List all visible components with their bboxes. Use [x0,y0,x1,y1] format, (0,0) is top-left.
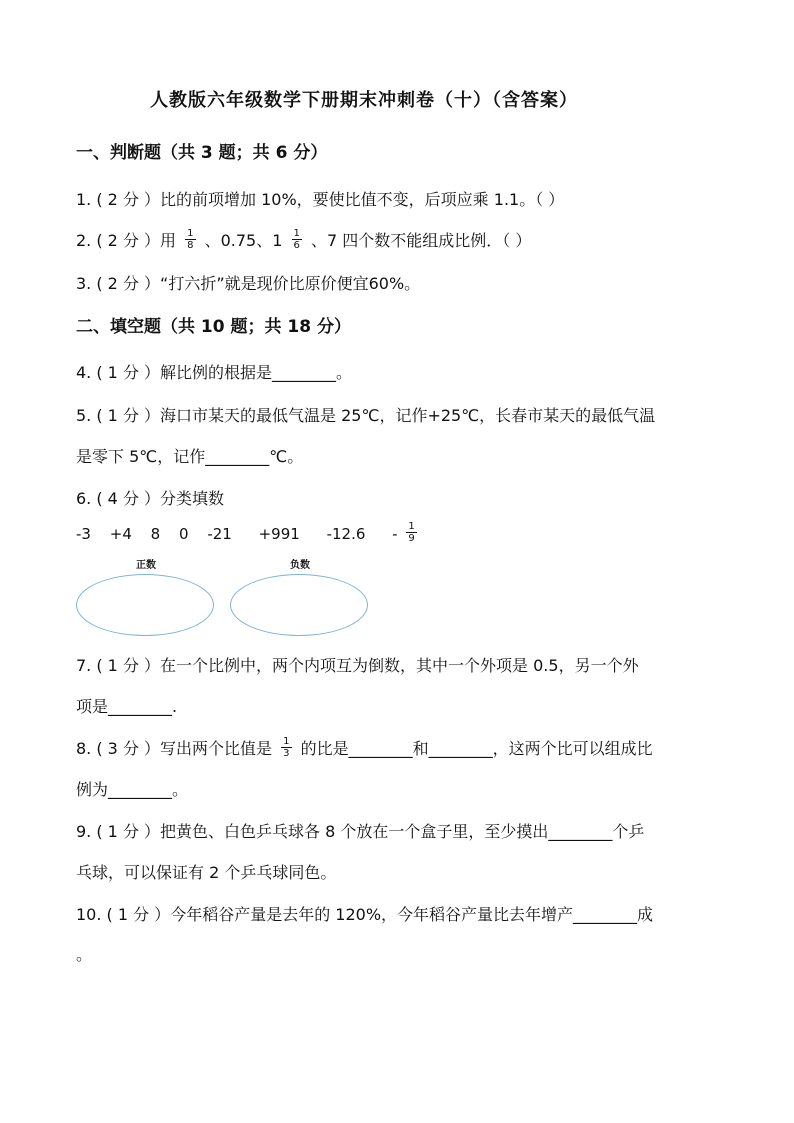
number-item: +4 [109,525,132,543]
negative-set-ellipse [230,574,368,636]
number-item: -3 [76,525,91,543]
question-2 [76,228,531,253]
question-8-suffix: 的比是________和________，这两个比可以组成比 [300,739,653,758]
positive-set-ellipse [76,574,214,636]
fraction-one-sixth [292,228,302,251]
fraction-numerator: 1 [187,228,194,239]
question-10-line-1: 10. ( 1 分 ）今年稻谷产量是去年的 120%，今年稻谷产量比去年增产________成 [76,905,654,924]
fraction-denominator: 8 [187,240,194,251]
positive-set-label: 正数 [136,560,156,571]
fraction-numerator: 1 [293,228,300,239]
question-7-line-1: 7. ( 1 分 ）在一个比例中，两个内项互为倒数，其中一个外项是 0.5，另一个外 [76,656,639,675]
question-2-prefix: 2. ( 2 分 ）用 [76,231,177,250]
question-9-line-1: 9. ( 1 分 ）把黄色、白色乒乓球各 8 个放在一个盒子里，至少摸出________个乒 [76,822,645,841]
question-2-suffix: 、7 四个数不能组成比例．（ ） [310,231,532,250]
question-7-line-2: 项是________. [76,697,178,716]
question-4: 4. ( 1 分 ）解比例的根据是________。 [76,363,353,382]
number-item: +991 [258,525,300,543]
section-heading-fill-in: 二、填空题（共 10 题；共 18 分） [76,317,351,337]
fraction-denominator: 6 [293,240,300,251]
number-list [76,523,421,546]
fraction-one-third [281,736,291,759]
question-8-line-1 [76,736,653,761]
number-item: -12.6 [326,525,366,543]
fraction-denominator: 3 [283,748,290,759]
number-item: 8 [150,525,161,543]
question-5-line-1: 5. ( 1 分 ）海口市某天的最低气温是 25℃，记作+25℃，长春市某天的最低气温 [76,406,656,425]
negative-set-label: 负数 [290,560,310,571]
question-6: 6. ( 4 分 ）分类填数 [76,489,225,508]
number-item: 0 [178,525,189,543]
question-2-middle: 、0.75、1 [204,231,283,250]
number-item-sign: - [392,525,398,543]
question-8-prefix: 8. ( 3 分 ）写出两个比值是 [76,739,273,758]
fraction-denominator: 9 [408,533,415,544]
fraction-one-eighth [185,228,195,251]
question-5-line-2: 是零下 5℃，记作________℃。 [76,447,304,466]
fraction-numerator: 1 [408,521,415,532]
fraction-numerator: 1 [283,736,290,747]
question-8-line-2: 例为________。 [76,780,189,799]
question-9-line-2: 乓球，可以保证有 2 个乒乓球同色。 [76,863,337,882]
question-10-line-2: 。 [76,945,93,964]
page-title: 人教版六年级数学下册期末冲刺卷（十）（含答案） [150,90,578,111]
section-heading-judgement: 一、判断题（共 3 题；共 6 分） [76,143,328,163]
question-1: 1. ( 2 分 ）比的前项增加 10%，要使比值不变，后项应乘 1.1。（ ） [76,190,565,209]
question-3: 3. ( 2 分 ）“打六折”就是现价比原价便宜60%。 [76,274,421,293]
number-item: -21 [207,525,232,543]
fraction-one-ninth [406,521,416,544]
